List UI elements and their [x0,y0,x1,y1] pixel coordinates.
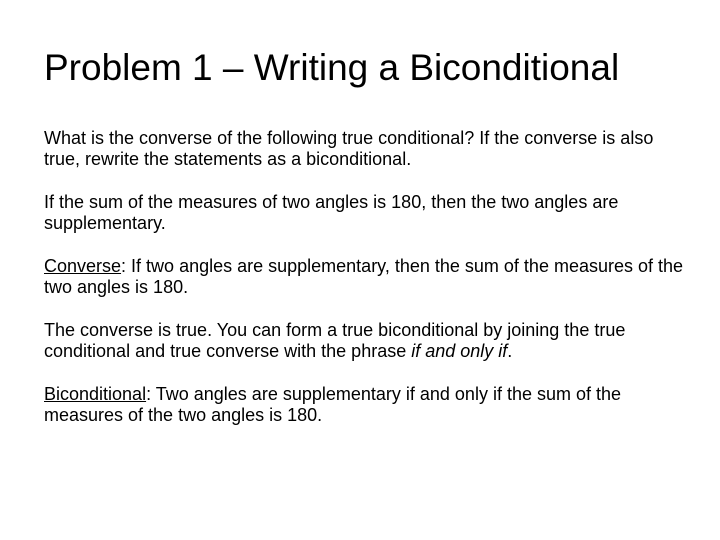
explanation-paragraph [44,320,689,362]
slide-body [44,128,689,448]
explanation-italic-phrase: if and only if [411,341,508,361]
slide-title: Problem 1 – Writing a Biconditional [44,47,620,88]
biconditional-label: Biconditional [44,384,147,404]
converse-label: Converse [44,256,122,276]
converse-paragraph [44,256,689,298]
biconditional-paragraph [44,384,689,426]
conditional-statement: If the sum of the measures of two angles is 180, then the two angles are supplementary. [44,192,619,233]
explanation-end: . [507,341,513,361]
biconditional-text: : Two angles are supplementary if and only if the sum of the measures of the two angles is 180. [44,384,622,425]
converse-text: : If two angles are supplementary, then the sum of the measures of the two angles is 180. [44,256,684,297]
explanation-text: The converse is true. You can form a true biconditional by joining the true conditional and true converse with the phrase [44,320,626,361]
question-paragraph: What is the converse of the following true conditional? If the converse is also true, rewrite the statements as a biconditional. [44,128,654,169]
